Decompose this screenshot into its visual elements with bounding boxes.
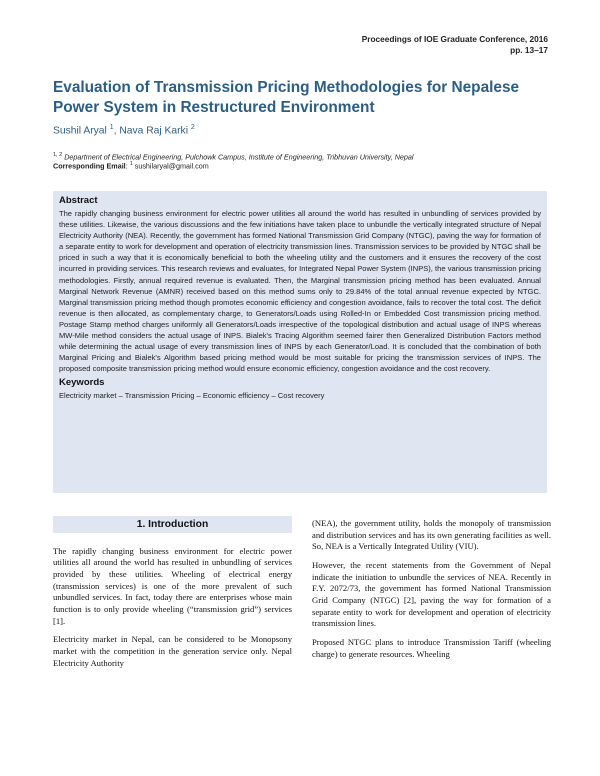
keywords-text: Electricity market – Transmission Pricing – Economic efficiency – Cost recovery (59, 391, 325, 401)
paragraph: Proposed NTGC plans to introduce Transmission Tariff (wheeling charge) to generate resources. Wheeling (312, 636, 551, 659)
paragraph: However, the recent statements from the Government of Nepal indicate the initiation to unbundle the services of NEA. Recently in F.Y. 2072/73, the government has formed National Transmission Grid Company (NTGC) [2], paving the way for formation of a separate entity to work for development and operation of electricity transmission lines. (312, 559, 551, 629)
proceedings-title: Proceedings of IOE Graduate Conference, 2016 (361, 34, 548, 44)
left-column (53, 516, 292, 676)
corresponding-email: Corresponding Email: $^1$ sushilaryal@gmail.com (53, 161, 209, 171)
page-range: pp. 13–17 (510, 45, 548, 55)
abstract-box (53, 191, 547, 493)
paragraph: The rapidly changing business environment for electric power utilities all around the world has resulted in unbundling of services provided by these utilities. Wheeling of electrical energy (transmission services) is one of the more prevalent of such unbundled services. In fact, today there are enterprises whose main function is to only provide wheeling (“transmission grid”) services [1]. (53, 545, 292, 626)
proceedings-header (362, 34, 548, 56)
abstract-text: The rapidly changing business environment for electric power utilities all around the world has resulted in unbundling of services provided by these utilities. Likewise, the various discussions and the few initiations have taken place to unbundle the vertically integrated structure of Nepal Electricity Authority (NEA). Recently, the government has formed National Transmission Grid Company (NTGC), paving the way for formation of a separate entity to work for development and operation of electricity transmission lines. Transmission services to be provided by NTGC shall be priced in such a way that it is economically beneficial to both the wheeling utility and the customers and it ensures the recovery of the cost incurred in providing services. This research reviews and evaluates, for Integrated Nepal Power System (INPS), the various transmission pricing methodologies. Firstly, annual required revenue is evaluated. Then, the Marginal transmission pricing method has been evaluated. Annual Marginal Network Revenue (AMNR) received based on this method sums only to 29.84% of the total annual revenue expected by NTGC. Marginal transmission pricing method though promotes economic efficiency and congestion avoidance, fails to recover the total cost. The deficit revenue is then allocated, as complementary charge, to Generators/Loads using Rolled-In or Embedded Cost transmission pricing method. Postage Stamp method charges uniformly all Generators/Loads irrespective of the topological distribution and actual usage of INPS whereas MW-Mile method considers the actual usage of INPS. Bialek's Tracing Algorithm seemed fairer then Generalized Distribution Factors method while determining the actual usage of every transmission lines of INPS by each Generator/Load. It is concluded that the combination of both Marginal Pricing and Bialek's Algorithm based pricing method would be most suitable for pricing the transmission services of INPS. The proposed composite transmission pricing method would ensure economic efficiency, congestion avoidance and the cost recovery. (59, 209, 541, 374)
paragraph: Electricity market in Nepal, can be considered to be Monopsony market with the competition in the generation service only. Nepal Electricity Authority (53, 634, 292, 668)
affiliation: $^{1, 2}$ Department of Electrical Engineering, Pulchowk Campus, Institute of Engineering, Tribhuvan University, Nepal (53, 152, 414, 162)
author-1-affil: 1 (109, 124, 114, 131)
author-1: Sushil Aryal (53, 125, 107, 137)
keywords-heading: Keywords (59, 377, 105, 389)
email-address: sushilaryal@gmail.com (134, 161, 209, 171)
paper-title: Evaluation of Transmission Pricing Methodologies for Nepalese Power System in Restructured Environment (53, 79, 520, 116)
paragraph: (NEA), the government utility, holds the monopoly of transmission and distribution services and has its own generating facilities as well. So, NEA is a Vertically Integrated Utility (VIU). (312, 518, 551, 552)
right-column (312, 518, 551, 667)
author-2: Nava Raj Karki (119, 125, 188, 137)
abstract-heading: Abstract (59, 195, 98, 206)
author-list: Sushil Aryal $^1$, Nava Raj Karki $^2$ (53, 124, 195, 137)
author-2-affil: 2 (190, 124, 195, 131)
section-heading: 1. Introduction (53, 516, 292, 533)
